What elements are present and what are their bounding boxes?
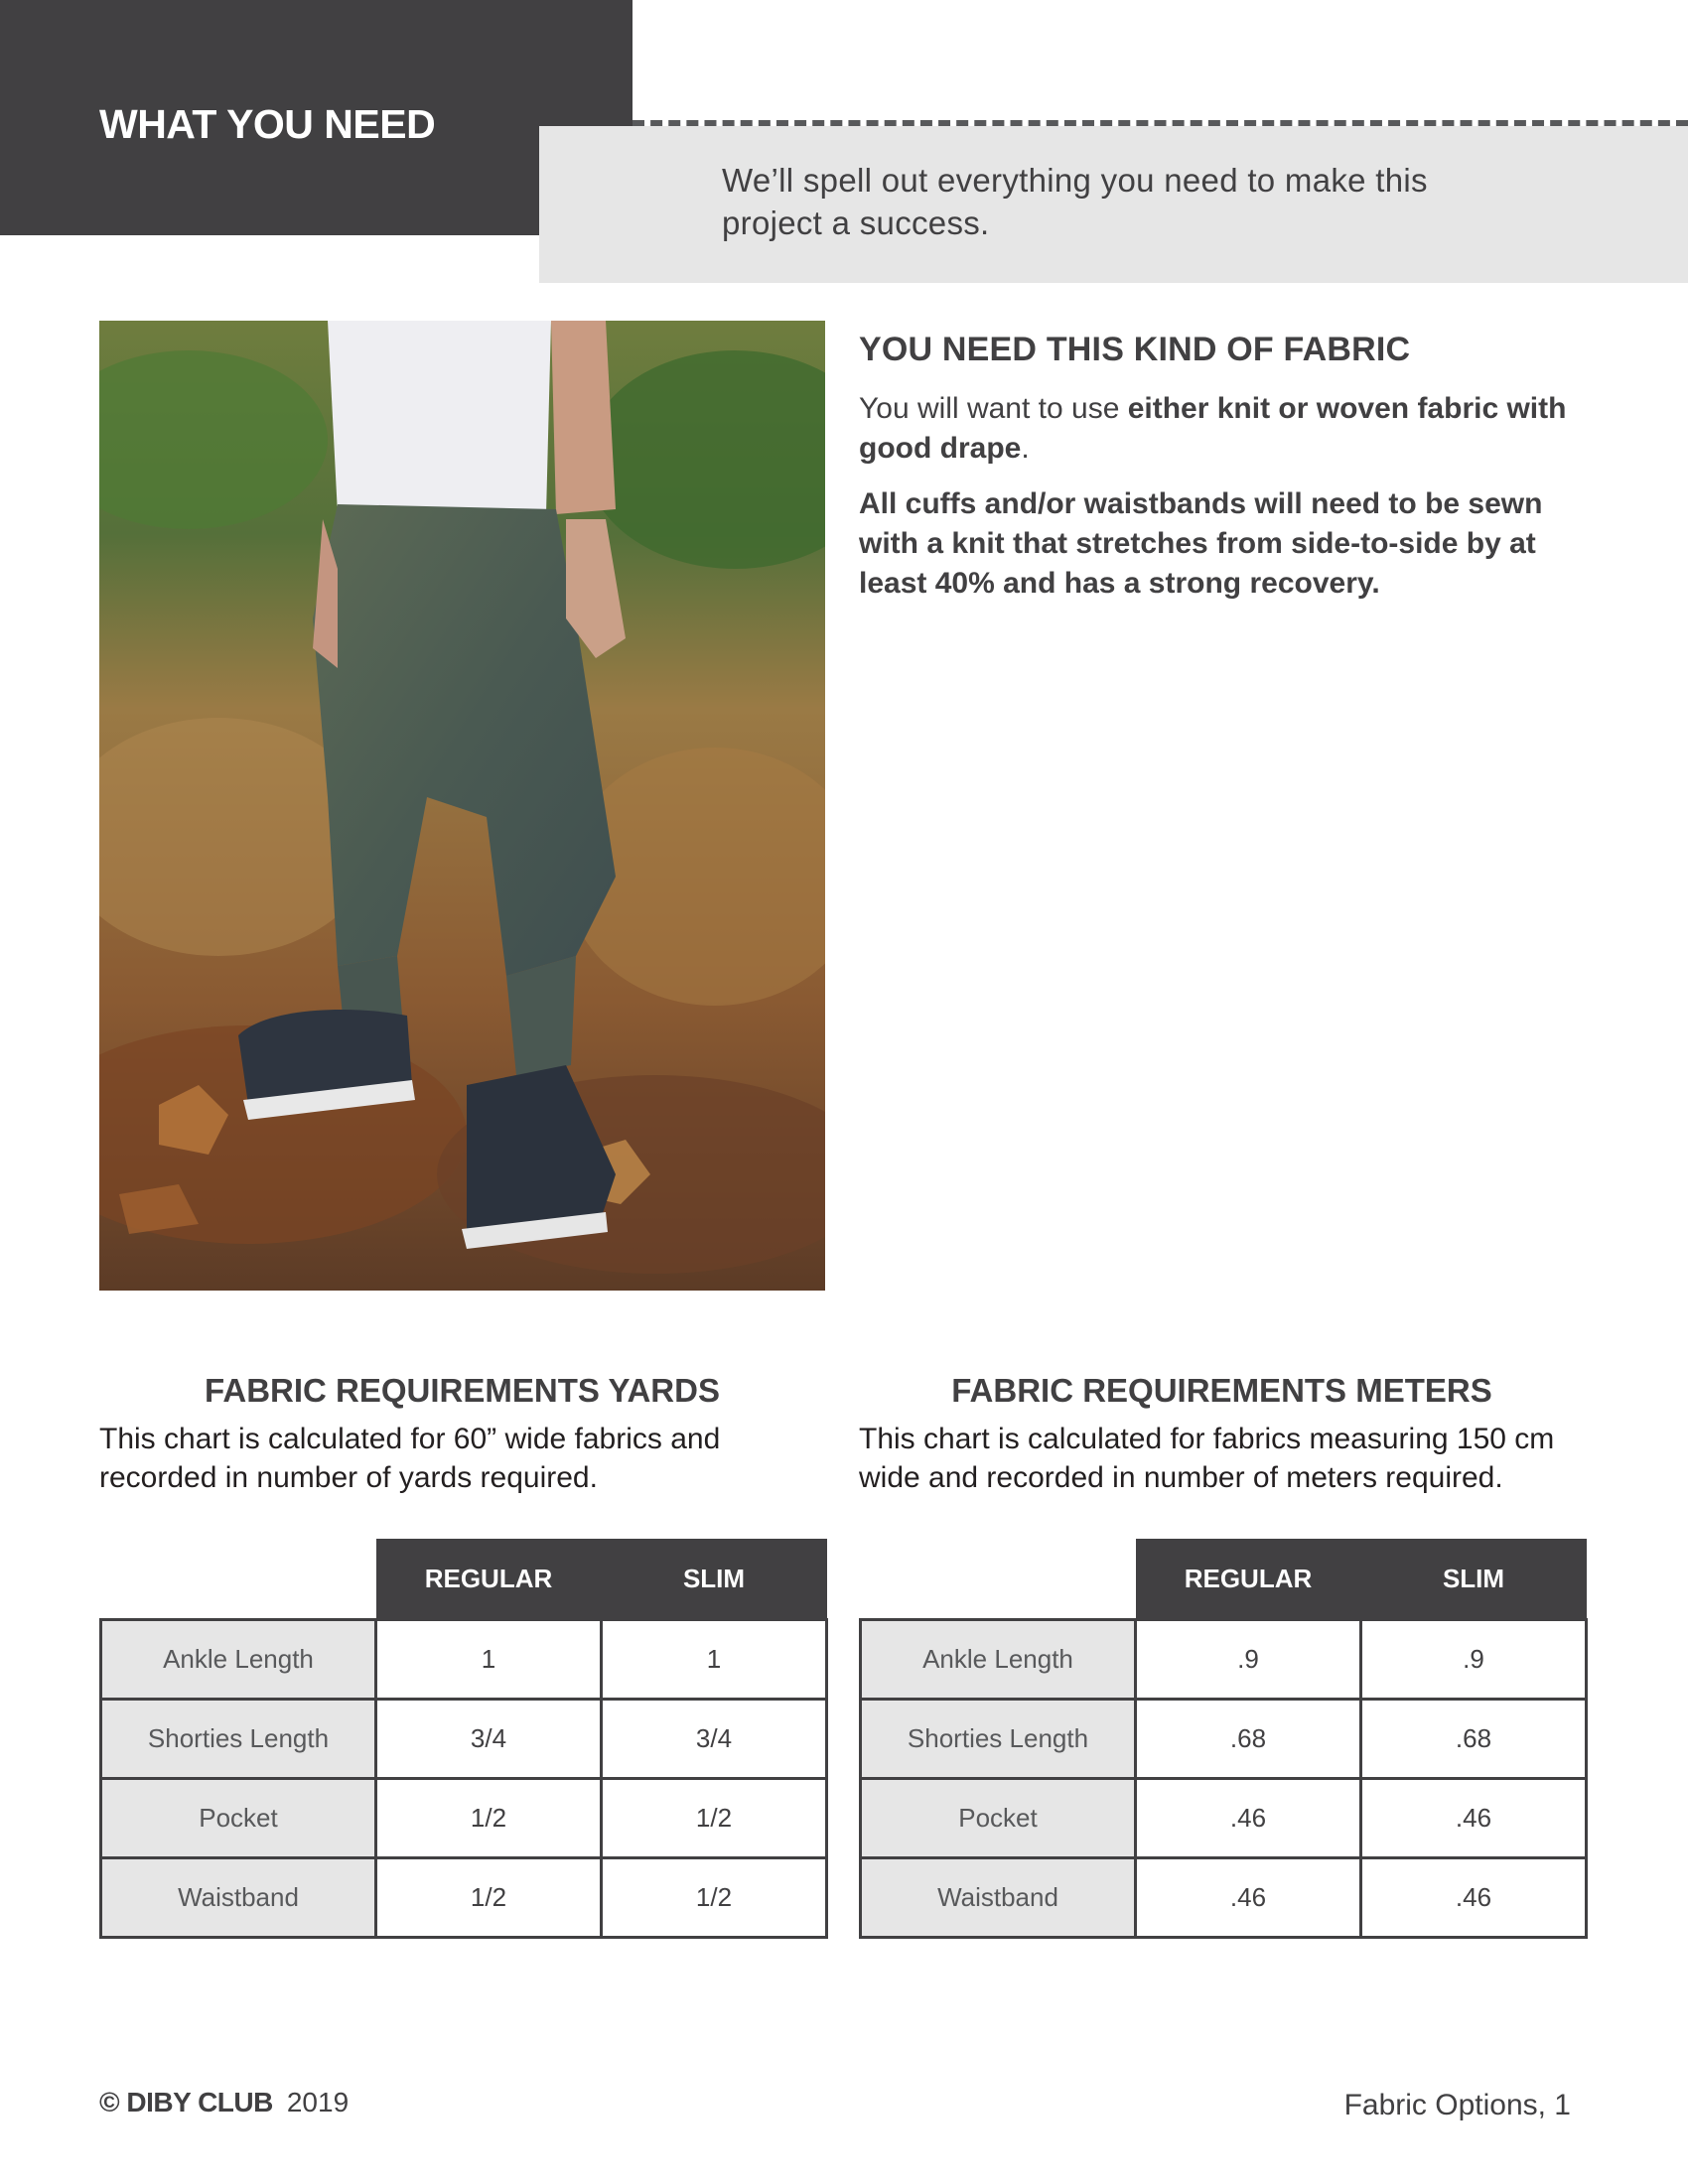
table-row [861, 1779, 1587, 1858]
table-row [861, 1858, 1587, 1938]
row-label: Pocket [861, 1779, 1136, 1858]
yards-section-title [99, 1372, 825, 1410]
fabric-description [859, 389, 1574, 469]
table-row [101, 1779, 827, 1858]
footer-brand [99, 2087, 349, 2118]
table-row [101, 1858, 827, 1938]
row-label: Ankle Length [101, 1620, 376, 1700]
footer-year: 2019 [286, 2087, 350, 2117]
slim-value: .9 [1361, 1620, 1587, 1700]
fabric-text-start: You will want to use [859, 392, 1128, 425]
row-label: Waistband [861, 1858, 1136, 1938]
meters-title-bold: METERS [1355, 1372, 1492, 1409]
regular-value: 1/2 [376, 1858, 602, 1938]
yards-title-light: FABRIC REQUIREMENTS [205, 1372, 609, 1409]
slim-value: 1 [602, 1620, 827, 1700]
table-corner [101, 1539, 376, 1620]
slim-value: .46 [1361, 1779, 1587, 1858]
meters-description: This chart is calculated for fabrics measuring 150 cm wide and recorded in number of meters required. [859, 1423, 1555, 1494]
table-row [101, 1700, 827, 1779]
column-header-slim: SLIM [602, 1539, 827, 1620]
table-row [861, 1620, 1587, 1700]
table-row [861, 1700, 1587, 1779]
page-title: WHAT YOU NEED [99, 101, 436, 147]
slim-value: 1/2 [602, 1858, 827, 1938]
fabric-text-bold: either knit or woven fabric with good drape [859, 392, 1567, 465]
yards-table [99, 1539, 828, 1939]
slim-value: 1/2 [602, 1779, 827, 1858]
column-header-regular: REGULAR [1136, 1539, 1361, 1620]
cuff-requirement-note: All cuffs and/or waistbands will need to be sewn with a knit that stretches from side-to-side by at least 40% and has a strong recovery. [859, 487, 1543, 600]
dashed-divider [633, 120, 1688, 126]
slim-value: 3/4 [602, 1700, 827, 1779]
regular-value: .68 [1136, 1700, 1361, 1779]
row-label: Pocket [101, 1779, 376, 1858]
row-label: Shorties Length [101, 1700, 376, 1779]
regular-value: .46 [1136, 1858, 1361, 1938]
meters-title-light: FABRIC REQUIREMENTS [951, 1372, 1356, 1409]
header-banner [0, 0, 633, 235]
regular-value: .46 [1136, 1779, 1361, 1858]
table-corner [861, 1539, 1136, 1620]
brand-logo: © DIBY CLUB [99, 2087, 273, 2117]
meters-table [859, 1539, 1588, 1939]
page-number-label: Fabric Options, 1 [1343, 2089, 1571, 2121]
regular-value: 1 [376, 1620, 602, 1700]
regular-value: .9 [1136, 1620, 1361, 1700]
fabric-heading: YOU NEED THIS KIND OF FABRIC [859, 331, 1411, 368]
slim-value: .68 [1361, 1700, 1587, 1779]
intro-text: We’ll spell out everything you need to make this project a success. [722, 162, 1428, 241]
meters-section-title [859, 1372, 1585, 1410]
row-label: Ankle Length [861, 1620, 1136, 1700]
slim-value: .46 [1361, 1858, 1587, 1938]
yards-description: This chart is calculated for 60” wide fabrics and recorded in number of yards required. [99, 1423, 721, 1494]
yards-title-bold: YARDS [608, 1372, 720, 1409]
column-header-regular: REGULAR [376, 1539, 602, 1620]
product-photo [99, 321, 825, 1291]
column-header-slim: SLIM [1361, 1539, 1587, 1620]
row-label: Shorties Length [861, 1700, 1136, 1779]
row-label: Waistband [101, 1858, 376, 1938]
regular-value: 3/4 [376, 1700, 602, 1779]
fabric-text-end: . [1021, 432, 1030, 465]
table-row [101, 1620, 827, 1700]
regular-value: 1/2 [376, 1779, 602, 1858]
